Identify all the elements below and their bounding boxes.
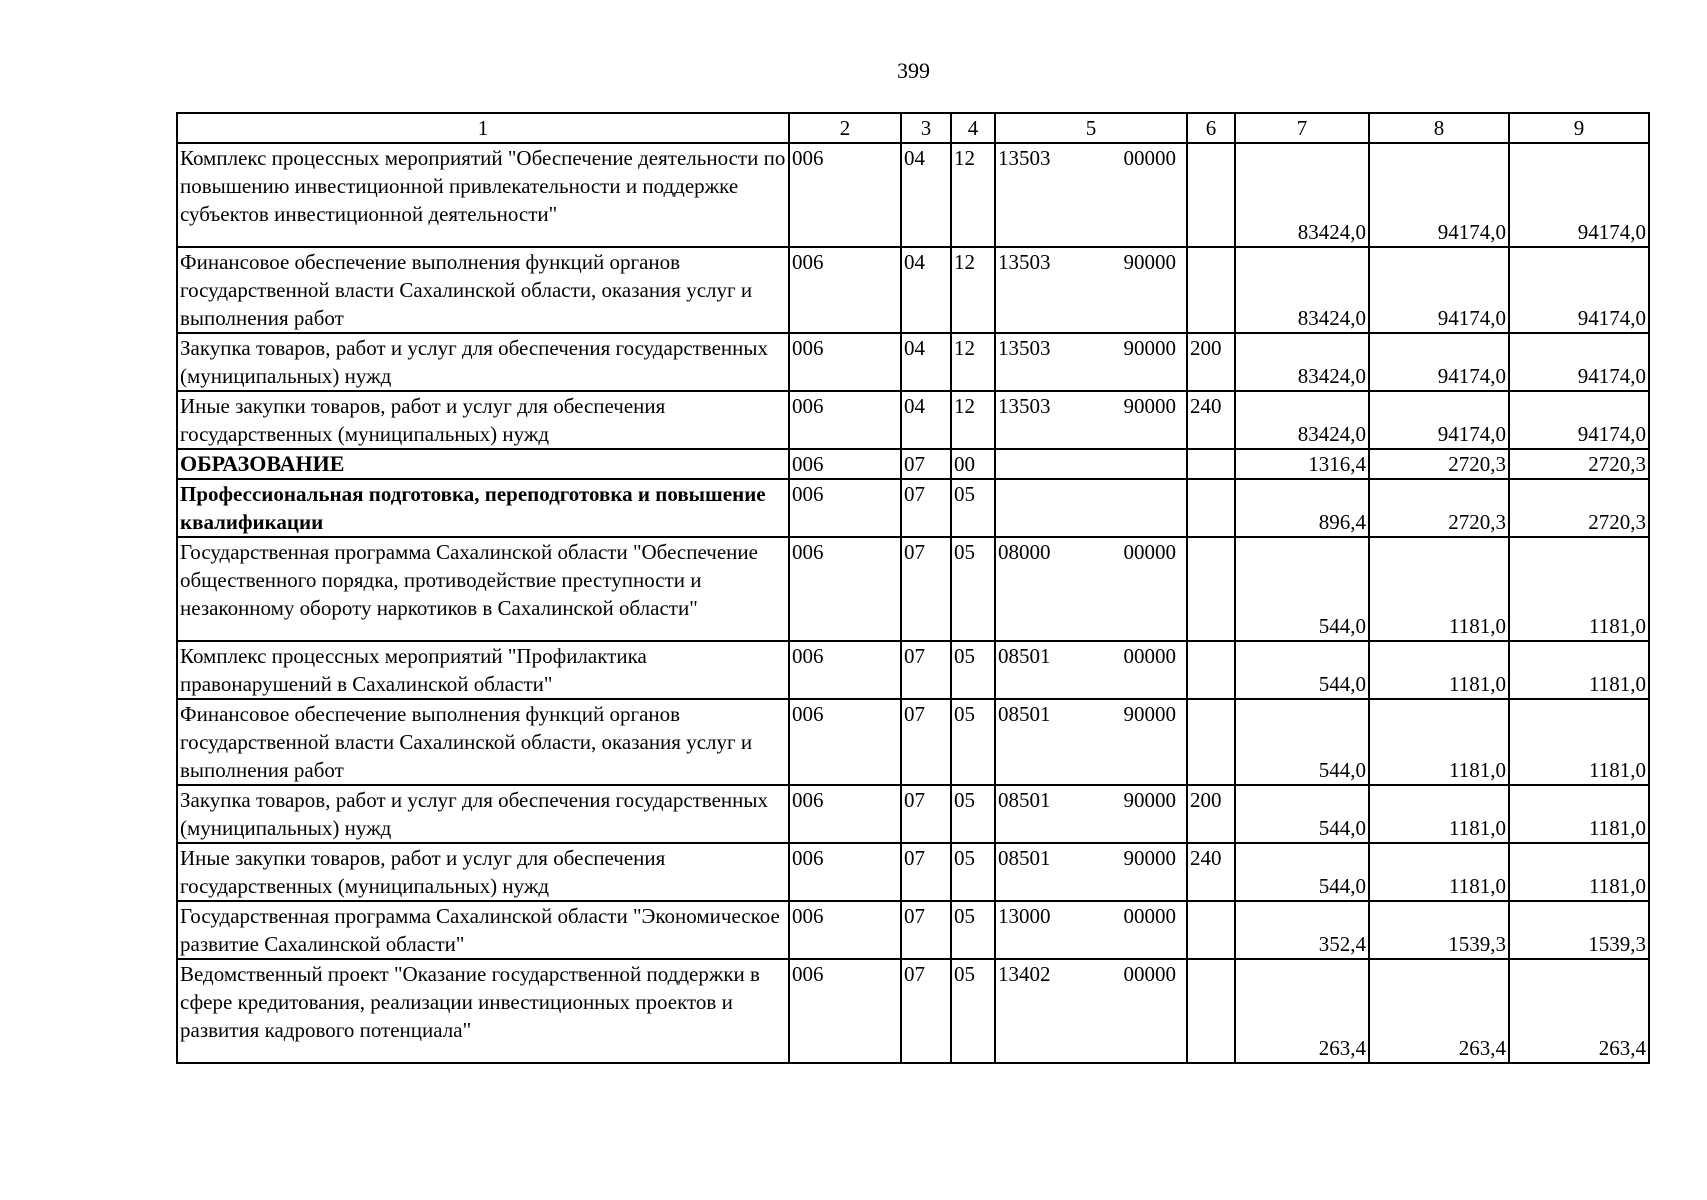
page-number: 399	[897, 58, 930, 83]
row-code-target-program: 13503	[998, 394, 1051, 418]
header-cell: 3	[901, 113, 951, 143]
row-amount-col9: 263,4	[1509, 959, 1649, 1063]
row-code-target-program: 08000	[998, 540, 1051, 564]
table-row	[177, 537, 1649, 641]
row-code-target-direction: 00000	[1123, 904, 1176, 928]
header-cell: 4	[951, 113, 995, 143]
row-amount-col7: 544,0	[1235, 641, 1369, 699]
row-code-target-direction: 90000	[1123, 250, 1176, 274]
row-code-target-direction: 00000	[1123, 962, 1176, 986]
budget-table	[176, 112, 1650, 1064]
row-code-expense-type: 200	[1187, 333, 1235, 391]
row-code-section: 07	[901, 901, 951, 959]
row-amount-col8: 1539,3	[1369, 901, 1509, 959]
row-code-target-program: 08501	[998, 788, 1051, 812]
row-amount-col8: 263,4	[1369, 959, 1509, 1063]
row-amount-col9: 1181,0	[1509, 843, 1649, 901]
row-amount-col7: 896,4	[1235, 479, 1369, 537]
row-code-expense-type	[1187, 901, 1235, 959]
header-cell: 1	[177, 113, 789, 143]
row-code-subsection: 05	[951, 843, 995, 901]
row-code-target	[995, 641, 1187, 699]
row-description: Ведомственный проект "Оказание государственной поддержки в сфере кредитования, реализации инвестиционных проектов и развития кадрового потенциала"	[177, 959, 789, 1063]
row-description: Закупка товаров, работ и услуг для обеспечения государственных (муниципальных) нужд	[177, 333, 789, 391]
row-code-subsection: 05	[951, 537, 995, 641]
row-amount-col9: 1181,0	[1509, 699, 1649, 785]
row-amount-col7: 1316,4	[1235, 449, 1369, 479]
table-row	[177, 333, 1649, 391]
row-code-target	[995, 247, 1187, 333]
row-amount-col8: 94174,0	[1369, 143, 1509, 247]
row-code-target	[995, 537, 1187, 641]
row-code-subsection: 05	[951, 699, 995, 785]
table-row	[177, 479, 1649, 537]
row-code-expense-type: 240	[1187, 391, 1235, 449]
row-code-target-program: 08501	[998, 644, 1051, 668]
row-code-section: 07	[901, 699, 951, 785]
row-code-expense-type	[1187, 449, 1235, 479]
row-code-ministry: 006	[789, 479, 901, 537]
row-code-target-program: 13000	[998, 904, 1051, 928]
row-code-ministry: 006	[789, 391, 901, 449]
row-description: Иные закупки товаров, работ и услуг для обеспечения государственных (муниципальных) нужд	[177, 391, 789, 449]
row-description: Комплекс процессных мероприятий "Профилактика правонарушений в Сахалинской области"	[177, 641, 789, 699]
row-code-section: 07	[901, 785, 951, 843]
header-cell: 8	[1369, 113, 1509, 143]
row-amount-col7: 83424,0	[1235, 391, 1369, 449]
row-amount-col7: 352,4	[1235, 901, 1369, 959]
row-amount-col8: 1181,0	[1369, 843, 1509, 901]
row-code-target	[995, 391, 1187, 449]
row-code-subsection: 05	[951, 479, 995, 537]
row-code-ministry: 006	[789, 449, 901, 479]
row-code-subsection: 12	[951, 333, 995, 391]
row-code-section: 07	[901, 843, 951, 901]
row-amount-col9: 94174,0	[1509, 143, 1649, 247]
row-amount-col9: 1181,0	[1509, 641, 1649, 699]
row-code-expense-type	[1187, 247, 1235, 333]
row-amount-col9: 2720,3	[1509, 479, 1649, 537]
row-code-ministry: 006	[789, 901, 901, 959]
row-amount-col7: 544,0	[1235, 843, 1369, 901]
row-code-expense-type: 200	[1187, 785, 1235, 843]
row-code-subsection: 12	[951, 391, 995, 449]
row-code-subsection: 05	[951, 901, 995, 959]
row-code-ministry: 006	[789, 959, 901, 1063]
row-code-target	[995, 785, 1187, 843]
row-code-target	[995, 843, 1187, 901]
row-code-section: 04	[901, 143, 951, 247]
row-amount-col7: 544,0	[1235, 785, 1369, 843]
row-amount-col9: 94174,0	[1509, 391, 1649, 449]
table-row	[177, 959, 1649, 1063]
row-code-target-program: 08501	[998, 846, 1051, 870]
row-amount-col7: 83424,0	[1235, 247, 1369, 333]
table-row	[177, 391, 1649, 449]
row-code-ministry: 006	[789, 247, 901, 333]
row-code-target	[995, 333, 1187, 391]
row-code-section: 07	[901, 641, 951, 699]
row-code-section: 04	[901, 333, 951, 391]
row-amount-col8: 94174,0	[1369, 391, 1509, 449]
row-code-target-program: 13503	[998, 336, 1051, 360]
row-code-target-direction: 90000	[1123, 702, 1176, 726]
row-code-target	[995, 959, 1187, 1063]
row-code-target-direction: 90000	[1123, 788, 1176, 812]
row-code-target-program: 08501	[998, 702, 1051, 726]
table-row	[177, 641, 1649, 699]
row-description: Государственная программа Сахалинской области "Обеспечение общественного порядка, противодействие преступности и незаконному обороту наркотиков в Сахалинской области"	[177, 537, 789, 641]
row-code-subsection: 12	[951, 143, 995, 247]
row-description: Иные закупки товаров, работ и услуг для обеспечения государственных (муниципальных) нужд	[177, 843, 789, 901]
row-amount-col8: 1181,0	[1369, 641, 1509, 699]
row-amount-col8: 94174,0	[1369, 247, 1509, 333]
row-code-target-program: 13503	[998, 250, 1051, 274]
row-code-target	[995, 143, 1187, 247]
row-code-subsection: 05	[951, 959, 995, 1063]
row-description: Финансовое обеспечение выполнения функций органов государственной власти Сахалинской области, оказания услуг и выполнения работ	[177, 247, 789, 333]
row-code-expense-type	[1187, 641, 1235, 699]
header-cell: 2	[789, 113, 901, 143]
row-amount-col9: 1539,3	[1509, 901, 1649, 959]
row-amount-col8: 1181,0	[1369, 537, 1509, 641]
row-code-target-direction: 90000	[1123, 846, 1176, 870]
row-code-expense-type	[1187, 143, 1235, 247]
row-amount-col7: 83424,0	[1235, 333, 1369, 391]
row-amount-col8: 2720,3	[1369, 449, 1509, 479]
table-row	[177, 143, 1649, 247]
row-code-section: 04	[901, 391, 951, 449]
row-code-ministry: 006	[789, 641, 901, 699]
row-amount-col8: 1181,0	[1369, 699, 1509, 785]
row-code-expense-type	[1187, 479, 1235, 537]
row-description: Закупка товаров, работ и услуг для обеспечения государственных (муниципальных) нужд	[177, 785, 789, 843]
table-row	[177, 699, 1649, 785]
table-row	[177, 449, 1649, 479]
table-header-row	[177, 113, 1649, 143]
row-code-expense-type: 240	[1187, 843, 1235, 901]
row-amount-col9: 1181,0	[1509, 537, 1649, 641]
row-amount-col7: 83424,0	[1235, 143, 1369, 247]
row-code-ministry: 006	[789, 843, 901, 901]
row-code-section: 07	[901, 479, 951, 537]
row-code-section: 07	[901, 537, 951, 641]
row-amount-col9: 94174,0	[1509, 333, 1649, 391]
row-description: Профессиональная подготовка, переподготовка и повышение квалификации	[177, 479, 789, 537]
header-cell: 9	[1509, 113, 1649, 143]
row-code-subsection: 05	[951, 641, 995, 699]
row-code-subsection: 05	[951, 785, 995, 843]
row-amount-col7: 263,4	[1235, 959, 1369, 1063]
row-amount-col7: 544,0	[1235, 537, 1369, 641]
row-code-section: 04	[901, 247, 951, 333]
row-code-target-direction: 00000	[1123, 146, 1176, 170]
row-amount-col9: 1181,0	[1509, 785, 1649, 843]
row-code-expense-type	[1187, 959, 1235, 1063]
header-cell: 5	[995, 113, 1187, 143]
table-row	[177, 901, 1649, 959]
header-cell: 6	[1187, 113, 1235, 143]
row-code-expense-type	[1187, 699, 1235, 785]
row-code-target	[995, 699, 1187, 785]
row-code-target-direction: 00000	[1123, 540, 1176, 564]
row-code-target-direction: 90000	[1123, 336, 1176, 360]
row-code-section: 07	[901, 449, 951, 479]
row-code-ministry: 006	[789, 143, 901, 247]
row-amount-col9: 2720,3	[1509, 449, 1649, 479]
row-code-target-direction: 00000	[1123, 644, 1176, 668]
row-code-target	[995, 901, 1187, 959]
row-code-target	[995, 449, 1187, 479]
row-code-expense-type	[1187, 537, 1235, 641]
row-amount-col9: 94174,0	[1509, 247, 1649, 333]
table-row	[177, 785, 1649, 843]
row-code-ministry: 006	[789, 785, 901, 843]
row-description: Государственная программа Сахалинской области "Экономическое развитие Сахалинской области"	[177, 901, 789, 959]
row-code-target	[995, 479, 1187, 537]
header-cell: 7	[1235, 113, 1369, 143]
row-code-target-program: 13402	[998, 962, 1051, 986]
table-row	[177, 247, 1649, 333]
row-code-ministry: 006	[789, 333, 901, 391]
row-code-section: 07	[901, 959, 951, 1063]
row-amount-col8: 2720,3	[1369, 479, 1509, 537]
row-description: Финансовое обеспечение выполнения функций органов государственной власти Сахалинской области, оказания услуг и выполнения работ	[177, 699, 789, 785]
row-code-subsection: 12	[951, 247, 995, 333]
row-description: ОБРАЗОВАНИЕ	[177, 449, 789, 479]
row-description: Комплекс процессных мероприятий "Обеспечение деятельности по повышению инвестиционной привлекательности и поддержке субъектов инвестиционной деятельности"	[177, 143, 789, 247]
row-code-ministry: 006	[789, 537, 901, 641]
row-code-target-program: 13503	[998, 146, 1051, 170]
row-amount-col8: 1181,0	[1369, 785, 1509, 843]
row-code-subsection: 00	[951, 449, 995, 479]
row-code-ministry: 006	[789, 699, 901, 785]
row-code-target-direction: 90000	[1123, 394, 1176, 418]
table-row	[177, 843, 1649, 901]
row-amount-col7: 544,0	[1235, 699, 1369, 785]
row-amount-col8: 94174,0	[1369, 333, 1509, 391]
